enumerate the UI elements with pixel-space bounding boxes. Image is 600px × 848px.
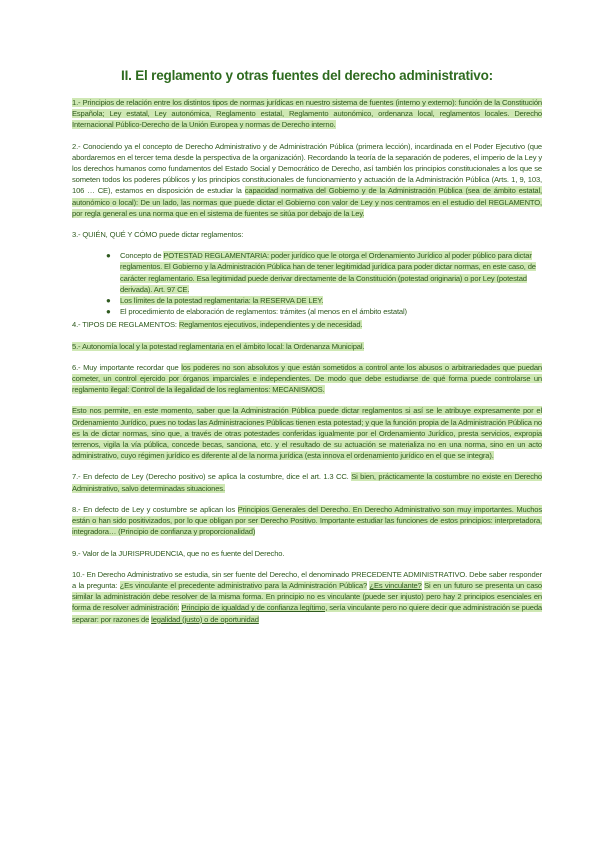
paragraph-2-text-b: capacidad normativa del Gobierno y de la Administración Pública (sea de ámbito estatal, autonómico o local): De un lado, las normas que puede dictar el Gobierno con valor de Ley y nos centramos en el estudio del REGLAMENTO, por regla general es una norma que en el sistema de fuentes se sitúa por debajo de la Ley.: [72, 186, 542, 218]
paragraph-5: [72, 341, 542, 352]
paragraph-11: [72, 569, 542, 625]
paragraph-11-text-g: legalidad (justo) o de oportunidad: [151, 614, 259, 624]
paragraph-6-text-a: 6.- Muy importante recordar que: [72, 362, 179, 372]
paragraph-8-text-b: Si bien, prácticamente la costumbre no existe en Derecho Administrativo, salvo determinadas situaciones.: [72, 472, 543, 493]
paragraph-2: [72, 141, 542, 219]
paragraph-1: [72, 97, 542, 131]
paragraph-11-text-f: , sería vinculante pero no quiere decir que administración se pueda separar: por razones de: [72, 603, 543, 624]
paragraph-8: [72, 471, 542, 493]
paragraph-9-text-b: Principios Generales del Derecho. En Derecho Administrativo son muy importantes. Muchos están o han sido positivizados, por lo que obligan por ser Derecho Positivo. Importante estudiar las funciones de estos principios: interpretadora, integradora… (Principio de confianza y proporcionalidad): [72, 504, 543, 537]
bullet-1-text-a: Concepto de: [120, 251, 162, 261]
paragraph-6: [72, 362, 542, 396]
bullet-icon: ●: [106, 251, 111, 261]
paragraph-11-text-c: ¿Es vinculante?: [369, 580, 422, 590]
bullet-1-text-b: POTESTAD REGLAMENTARIA: poder jurídico que le otorga el Ordenamiento Jurídico al poder público para dictar reglamentos. El Gobierno y la Administración Pública han de tener legitimidad jurídica para poder dictar normas, en este caso, de carácter reglamentario. Esa legitimidad puede derivar directamente de la Constitución (potestad originaria) o por Ley (potestad derivada). Art. 97 CE.: [120, 251, 536, 294]
list-item: [106, 250, 542, 295]
bullet-list: [72, 250, 542, 317]
paragraph-4: [72, 319, 542, 330]
bullet-2-text: Los límites de la potestad reglamentaria: la RESERVA DE LEY.: [120, 296, 324, 306]
paragraph-3: 3.- QUIÉN, QUÉ Y CÓMO puede dictar reglamentos:: [72, 230, 244, 240]
list-item: [106, 295, 542, 306]
paragraph-11-text-e: Principio de igualdad y de confianza legítimo: [181, 603, 326, 613]
paragraph-9: [72, 504, 542, 538]
paragraph-4-text-b: Reglamentos ejecutivos, independientes y de necesidad.: [178, 320, 363, 330]
paragraph-8-text-a: 7.- En defecto de Ley (Derecho positivo) se aplica la costumbre, dice el art. 1.3 CC.: [72, 472, 349, 482]
paragraph-1-text: 1.- Principios de relación entre los distintos tipos de normas jurídicas en nuestro sistema de fuentes (interno y externo): función de la Constitución Española; Ley estatal, Ley autonómica, Reglamento estatal, Reglamento autonómico, ordenanza local, reglamentos locales. Derecho Internacional Público-Derecho de la Unión Europea y normas de Derecho interno.: [72, 98, 542, 130]
paragraph-6-text-b: los poderes no son absolutos y que están sometidos a control ante los abusos o arbitrariedades que puedan cometer, un control ejercido por órganos imparciales e independientes. De modo que debe estudiarse de qué forma puede controlarse un reglamento ilegal: Control de la ilegalidad de los reglamentos: MECANISMOS.: [72, 362, 542, 395]
bullet-3-text: El procedimiento de elaboración de reglamentos: trámites (al menos en el ámbito estatal): [120, 307, 407, 317]
page-title: II. El reglamento y otras fuentes del derecho administrativo:: [121, 68, 493, 83]
paragraph-11-text-b: ¿Es vinculante el precedente administrativo para la Administración Pública?: [119, 580, 368, 590]
bullet-icon: ●: [106, 307, 111, 317]
paragraph-11-text-d: Si en un futuro se presenta un caso similar la administración debe resolver de la misma forma. En principio no es vinculante (puede ser injusto) pero hay 2 principios esenciales en forma de resolver administración:: [72, 580, 542, 613]
paragraph-7-text: Esto nos permite, en este momento, saber que la Administración Pública puede dictar reglamentos si así se le atribuye expresamente por el Ordenamiento Jurídico, pues no todas las Administraciones Públicas tienen esta potestad; y que la función propia de la Administración Pública no es la de dictar normas, sino que, a través de otras potestades conferidas igualmente por el Ordenamiento Jurídico, presta servicios, expropia terrenos, vigila la vía pública, concede becas, sanciona, etc. y el resultado de su actuación se materializa no en una norma, sino en un acto administrativo, cuyo régimen jurídico es diferente al de la norma jurídica (esta innova el ordenamiento jurídico en el que se integra).: [72, 406, 542, 461]
paragraph-11-text-a: 10.- En Derecho Administrativo se estudia, sin ser fuente del Derecho, el denominado PRECEDENTE ADMINISTRATIVO. Debe saber responder a la pregunta:: [72, 569, 542, 590]
bullet-icon: ●: [106, 296, 111, 306]
paragraph-4-text-a: 4.- TIPOS DE REGLAMENTOS:: [72, 320, 177, 330]
paragraph-7: [72, 405, 542, 461]
paragraph-5-text: 5.- Autonomía local y la potestad reglamentaria en el ámbito local: la Ordenanza Municipal.: [72, 341, 365, 351]
paragraph-10: 9.- Valor de la JURISPRUDENCIA, que no es fuente del Derecho.: [72, 548, 285, 558]
paragraph-9-text-a: 8.- En defecto de Ley y costumbre se aplican los: [72, 504, 236, 514]
list-item: [106, 306, 542, 317]
paragraph-2-text-a: 2.- Conociendo ya el concepto de Derecho Administrativo y de Administración Pública (primera lección), incardinada en el Poder Ejecutivo (que abordaremos en el tercer tema desde la perspectiva de la organización). Recordando la teoría de la separación de poderes, el imperio de la Ley y los derechos humanos como fundamentos del Estado Social y Democrático de Derecho, así también los principios constitucionales a los que se someten todos los poderes públicos y los principios constitucionales de funcionamiento y actuación de la Administración Pública (Arts. 1, 9, 103, 106 … CE), estamos en disposición de estudiar la: [72, 141, 542, 196]
